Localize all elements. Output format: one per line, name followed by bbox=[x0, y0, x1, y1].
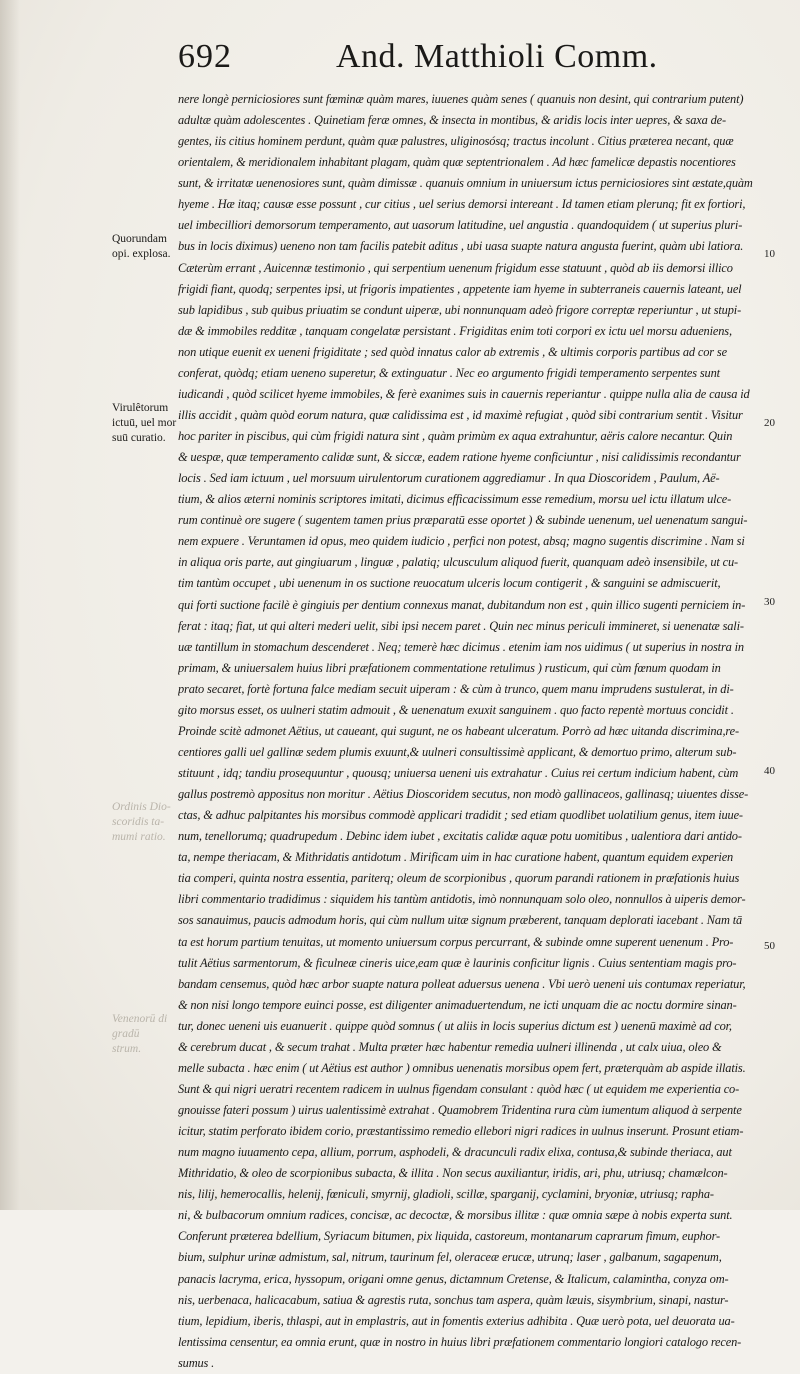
text-line: in aliqua oris parte, aut gingiuarum , linguæ , palatiq; ulcusculum aliquod fuerit, quanquam adeò insensibile, ut cu- bbox=[178, 555, 738, 570]
margin-note-faded bbox=[112, 800, 178, 845]
text-line: panacis lacryma, erica, hyssopum, origani omne genus, dictamnum Cretense, & Italicum, calamintha, conyza om- bbox=[178, 1271, 729, 1286]
text-line: hyeme . Hæ itaq; causæ esse possunt , cur citius , uel serius demorsi intereant . Id tamen etiam plerunq; fit ex fortiori, bbox=[178, 197, 746, 212]
text-line: tim tantùm occupet , ubi uenenum in os suctione reuocatum ulceris locum contigerit , & sanguini se admiscuerit, bbox=[178, 576, 721, 591]
margin-note-line: opi. explosa. bbox=[112, 248, 171, 260]
text-line: gentes, iis citius hominem perdunt, quàm quæ palustres, uliginosósq; tractus incolunt . Citius præterea necant, quæ bbox=[178, 134, 734, 149]
text-line: ni, & bulbacorum omnium radices, concisæ, ac decoctæ, & morsibus illitæ : quæ omnia sæpe à nobis experta sunt. bbox=[178, 1208, 733, 1223]
margin-note-line: scoridis ta- bbox=[112, 816, 165, 828]
text-line: bandam censemus, quòd hæc arbor suapte natura polleat aduersus uenena . Vbi uerò ueneni uis contumax reperiatur, bbox=[178, 976, 746, 991]
text-line: sunt, & irritatæ uenenosiores sunt, quàm dimissæ . quanuis omnium in uniuersum ictus perniciosiores sint æstate,quàm bbox=[178, 176, 753, 191]
text-line: bium, sulphur urinæ admistum, sal, nitrum, taurinum fel, oleraceæ erucæ, utrunq; laser , galbanum, sagapenum, bbox=[178, 1250, 722, 1265]
text-line: lentissima censentur, ea omnia erunt, quæ in nostro in huius libri præfationem commentario longiori catalogo recen- bbox=[178, 1334, 742, 1349]
text-line: Proinde scitè admonet Aëtius, ut caueant, qui sugunt, ne os habeant ulceratum. Porrò ad hæc uitanda discrimina,re- bbox=[178, 723, 739, 738]
text-line: iudicandi , quòd scilicet hyeme immobiles, & ferè exanimes suis in cauernis reperiantur . quippe nulla alia de causa id bbox=[178, 386, 750, 401]
text-line: dæ & immobiles redditæ , tanquam congelatæ persistant . Frigiditas enim toti corpori ex ictu uel morsu adueniens, bbox=[178, 323, 732, 338]
text-line: tium, lepidium, iberis, thlaspi, aut in emplastris, aut in fomentis exterius adhibita . Quæ uerò pota, uel deuorata ua- bbox=[178, 1313, 735, 1328]
margin-note-faded bbox=[112, 1012, 178, 1057]
text-line: nem expuere . Veruntamen id opus, meo quidem iudicio , perfici non potest, absq; magno sugentis discrimine . Nam si bbox=[178, 534, 745, 549]
text-line: melle subacta . hæc enim ( ut Aëtius est author ) omnibus uenenatis morsibus opem fert, præterquàm ab aspide illatis. bbox=[178, 1060, 746, 1075]
text-line: icitur, statim perforato ibidem corio, præstantissimo remedio ellebori nigri radices in uulnus inserunt. Prosunt etiam- bbox=[178, 1124, 744, 1139]
text-line: ctas, & adhuc palpitantes his morsibus commodè applicari tradidit ; sed etiam quodlibet uolatilium genus, item iuue- bbox=[178, 808, 743, 823]
margin-note-line: ictuū, uel mor bbox=[112, 417, 177, 429]
text-line: frigidi fiant, quodq; serpentes ipsi, ut frigoris impatientes , appetente iam hyeme in subterraneis cauernis lateant, uel bbox=[178, 281, 742, 296]
line-number: 50 bbox=[764, 940, 775, 952]
margin-note-line: Venenorū di bbox=[112, 1013, 168, 1025]
text-line: illis accidit , quàm quòd eorum natura, quæ calidissima est , id maximè refugiat , quòd sibi contrarium sentit . Visitur bbox=[178, 407, 743, 422]
text-line: libri commentario tradidimus : siquidem his tantùm antidotis, imò nonnunquam solo oleo, nonnullos à uiperis demor- bbox=[178, 892, 746, 907]
text-line: centiores galli uel gallinæ sedem plumis exuunt,& uulneri consultissimè applicant, & demortuo primo, alterum sub- bbox=[178, 744, 737, 759]
line-number: 20 bbox=[764, 417, 775, 429]
text-line: nis, lilij, hemerocallis, helenij, fœniculi, smyrnij, gladioli, scillæ, sparganij, cyclamini, bryoniæ, utriusq; rapha- bbox=[178, 1187, 714, 1202]
text-line: & non nisi longo tempore euinci posse, est diligenter animaduertendum, ne icti unquam die ac noctu dormire sinan- bbox=[178, 997, 737, 1012]
text-line: nis, uerbenaca, halicacabum, satiua & agrestis ruta, sonchus tam aspera, quàm læuis, sisymbrium, sinapi, nastur- bbox=[178, 1292, 729, 1307]
text-line: adultæ quàm adolescentes . Quinetiam feræ omnes, & insecta in montibus, & aridis locis inter uepres, & saxa de- bbox=[178, 113, 726, 128]
margin-note-line: strum. bbox=[112, 1043, 142, 1055]
text-line: tium, & alios æterni nominis scriptores imitati, dicimus efficacissimum esse remedium, morsu uel ictu illatum ulce- bbox=[178, 492, 732, 507]
page-number: 692 bbox=[178, 38, 232, 75]
line-number: 40 bbox=[764, 765, 775, 777]
text-line: orientalem, & meridionalem inhabitant plagam, quàm quæ septentrionalem . Ad hæc famelicæ depastis nocentiores bbox=[178, 155, 736, 170]
line-number: 30 bbox=[764, 596, 775, 608]
text-line: num, tenellorumq; quadrupedum . Debinc idem iubet , excitatis calidæ aquæ potu uomitibus , ualentiora dari antido- bbox=[178, 829, 742, 844]
text-line: stituunt , idq; tandiu prosequuntur , quousq; uniuersa ueneni uis extrahatur . Cuius rei certum indicium habent, cùm bbox=[178, 766, 739, 780]
margin-note-line: suū curatio. bbox=[112, 432, 166, 444]
body-text bbox=[178, 89, 760, 1374]
text-line: tur, donec ueneni uis euanuerit . quippe quòd somnus ( ut aliis in locis superius dictum est ) uenenū maximè ad cor, bbox=[178, 1018, 732, 1033]
page-fold-shadow bbox=[0, 0, 20, 1210]
running-title: And. Matthioli Comm. bbox=[336, 38, 658, 75]
margin-note bbox=[112, 401, 178, 446]
text-line: conferat, quòdq; etiam ueneno superetur, & extinguatur . Nec eo argumento frigidi temperamento serpentes sunt bbox=[178, 365, 720, 380]
text-line: Cæterùm errant , Auicennæ testimonio , qui serpentium uenenum frigidum esse statuunt , quòd ab iis demorsi illico bbox=[178, 260, 733, 275]
text-line: nere longè perniciosiores sunt fœminæ quàm mares, iuuenes quàm senes ( quanuis non desint, qui contrarium putent) bbox=[178, 92, 744, 106]
running-head bbox=[178, 38, 758, 82]
margin-note-line: Virulêtorum bbox=[112, 402, 169, 414]
text-line: qui forti suctione facilè è gingiuis per dentium connexus manat, dubitandum non est , quin illico sugenti perniciem in- bbox=[178, 597, 746, 612]
text-line: hoc pariter in piscibus, qui cùm frigidi natura sint , quàm primùm ex aqua extrahuntur, aëris calore necantur. Quin bbox=[178, 429, 733, 443]
text-line: sumus . bbox=[178, 1355, 215, 1370]
text-line: tia comperi, quinta nostra essentia, pariterq; oleum de scorpionibus , quorum parandi rationem in præfationis huius bbox=[178, 871, 740, 886]
margin-note-line: Ordinis Dio- bbox=[112, 801, 171, 813]
line-number: 10 bbox=[764, 248, 775, 260]
text-line: non utique euenit ex ueneni frigiditate ; sed quòd innatus calor ab extremis , & ultimis corporis partibus ad cor se bbox=[178, 344, 727, 359]
text-line: rum continuè ore sugere ( sugentem tamen prius præparatū esse oportet ) & subinde uenenum, uel uenenatum sangui- bbox=[178, 513, 748, 528]
text-line: uel imbecilliori demorsorum temperamento, aut uasorum latitudine, uel angustia . quandoquidem ( ut superius pluri- bbox=[178, 218, 743, 233]
text-line: & uespæ, quæ temperamento calidæ sunt, & siccæ, eadem ratione hyeme conficiuntur , nisi calidissimis recondantur bbox=[178, 450, 741, 465]
text-line: bus in locis diximus) ueneno non tam facilis patebit aditus , ubi uasa suapte natura angusta fuerint, quàm ubi latiora. bbox=[178, 239, 744, 254]
text-line: prato secaret, fortè fortuna falce mediam secuit uiperam : & cùm à trunco, quem manu imprudens sustulerat, in di- bbox=[178, 681, 734, 696]
margin-note-line: mumi ratio. bbox=[112, 831, 166, 843]
margin-note-line: Quorundam bbox=[112, 233, 167, 245]
text-line: primam, & uniuersalem huius libri præfationem commentatione retulimus ) rusticum, qui cùm fœnum quodam in bbox=[178, 660, 721, 675]
text-line: Sunt & qui nigri ueratri recentem radicem in uulnus figendam consulant : quòd hæc ( ut equidem me experientia co- bbox=[178, 1081, 740, 1096]
text-line: num magno iuuamento cepa, allium, porrum, asphodeli, & dracunculi radix elixa, contusa,& subinde theriaca, aut bbox=[178, 1145, 732, 1160]
text-line: ta est horum partium tenuitas, ut momento uniuersum corpus percurrant, & subinde omne superent uenenum . Pro- bbox=[178, 934, 734, 949]
text-line: gallus postremò appositus non moritur . Aëtius Dioscoridem secutus, non modò gallinaceos, gallinasq; uiuentes disse- bbox=[178, 787, 749, 802]
text-line: sos sanauimus, paucis admodum horis, qui cùm nullum uitæ signum præberent, tanquam deplorati iacebant . Nam tā bbox=[178, 913, 743, 928]
text-line: ta, nempe theriacam, & Mithridatis antidotum . Mirificam uim in hac curatione habent, quantum equidem experien bbox=[178, 850, 734, 865]
text-line: gito morsus esset, os uulneri statim admouit , & uenenatum exuxit sanguinem . quo facto repentè mortuus concidit . bbox=[178, 702, 734, 717]
text-line: tulit Aëtius sarmentorum, & ficulneæ cineris uice,eam quæ è laurinis conficitur lignis . Cuius sententiam magis pro- bbox=[178, 955, 737, 970]
text-line: Conferunt præterea bdellium, Syriacum bitumen, pix liquida, castoreum, montanarum caprarum fimum, euphor- bbox=[178, 1229, 720, 1244]
text-line: Mithridatio, & oleo de scorpionibus subacta, & illita . Non secus auxiliantur, iridis, ari, phu, utriusq; chamælcon- bbox=[178, 1166, 728, 1181]
text-line: locis . Sed iam ictuum , uel morsuum uirulentorum curationem aggrediamur . In qua Dioscoridem , Paulum, Aë- bbox=[178, 471, 720, 486]
text-line: sub lapidibus , sub quibus priuatim se condunt uiperæ, ubi nonnunquam adeò frigore correptæ reperiuntur , ut stupi- bbox=[178, 302, 742, 317]
text-line: & cerebrum ducat , & secum trahat . Multa præter hæc habentur remedia uulneri illinenda , ut calx uiua, oleo & bbox=[178, 1039, 722, 1054]
margin-note bbox=[112, 232, 178, 262]
text-line: gnouisse fateri possum ) uirus ualentissimè extrahat . Quamobrem Tridentina rura cùm iumentum aliquod à serpente bbox=[178, 1103, 742, 1117]
margin-note-line: gradū bbox=[112, 1028, 140, 1040]
text-line: ferat : itaq; fiat, ut qui alteri mederi uelit, sibi ipsi necem paret . Quin nec minus periculi immineret, si uenenatæ sali- bbox=[178, 618, 744, 633]
text-line: uæ tantillum in stomachum descenderet . Neq; temerè hæc dicimus . etenim iam nos uidimus ( ut superius in nostra in bbox=[178, 639, 744, 654]
